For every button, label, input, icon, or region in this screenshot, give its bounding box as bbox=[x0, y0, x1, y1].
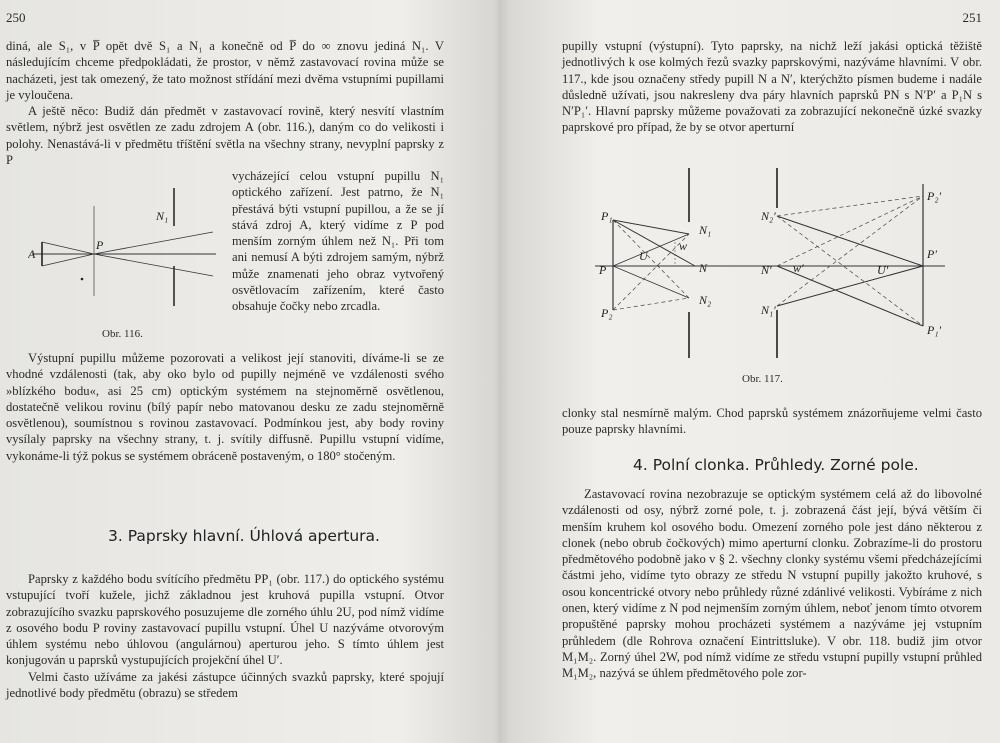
figure-116 bbox=[28, 186, 223, 311]
section-heading-3: 3. Paprsky hlavní. Úhlová apertura. bbox=[108, 527, 380, 545]
page-number-right: 251 bbox=[962, 10, 982, 25]
fig116-caption: Obr. 116. bbox=[102, 328, 143, 340]
right-paragraph-a: pupilly vstupní (výstupní). Tyto paprsky, na nichž leží jakási optická těžiště jednotlivých k ose kolmých řezů svazky paprskovými, nazýváme hlavními. V obr. 117., kde jsou označeny středy pupill N a N′, kterýchžto písmen budeme i nadále důsledně užívati, jsou nakresleny dva páry hlavních paprsků PN s N′P′ a P₁N s N′P₁′. Hlavní paprsky můžeme považovati za zobrazující nekonečně úzké svazky paprskové pro případ, že by se otvor aperturní bbox=[562, 39, 982, 135]
fig117-label-n2p: N₂′ bbox=[761, 209, 776, 223]
fig117-label-p1p: P₁′ bbox=[927, 323, 942, 337]
figure-117 bbox=[595, 162, 955, 362]
page-number-left: 250 bbox=[6, 10, 26, 25]
left-page bbox=[0, 0, 495, 743]
fig117-caption: Obr. 117. bbox=[742, 373, 783, 385]
fig117-label-up: U′ bbox=[877, 263, 889, 277]
fig117-label-n: N bbox=[699, 261, 708, 275]
fig117-label-n2: N₂ bbox=[699, 293, 712, 307]
fig117-label-wp: w′ bbox=[793, 261, 804, 275]
right-page bbox=[505, 0, 1000, 743]
fig117-label-p: P bbox=[599, 263, 607, 277]
right-paragraph-c: Zastavovací rovina nezobrazuje se optickým systémem celá až do libovolné vzdálenosti od osy, nýbrž zorné pole, t. j. zobrazená část její, bývá větším či menším kruhem kol osového bodu. Omezení zorného pole jest dáno některou z clonek (nebo obrub čočkových) mimo aperturní clonku. Zobrazíme-li do prostoru předmětového podobně jako v § 2. všechny clonky systému všemi předcházejícími částmi jeho, vidíme tyto obrazy ze středu N vstupní pupilly jakožto kruhové, s osou koncentrické otvory nebo průhledy různé zdánlivé velikosti. Vybíráme z nich onen, který vidíme z N pod nejmenším zorným úhlem, neboť jenom tímto otvorem propuštěné paprsky mohou procházeti systémem a nazýváme jej vstupním průhledem (dle Rohrova označení Eintrittsluke). V obr. 118. budiž jim otvor M₁M₂. Zorný úhel 2W, pod nímž vidíme ze středu vstupní pupilly vstupní průhled M₁M₂, nazývá se úhlem předmětového pole zor- bbox=[562, 487, 982, 681]
left-paragraph-wrap: vycházející celou vstupní pupillu N₁ optického zařízení. Jest patrno, že N₁ přestává býti vstupní pupillou, a že se jí stává zdroj A, který vidíme z P pod menším zorným úhlem než N₁. Při tom ani nemusí A býti zdrojem samým, nýbrž může znamenati jeho obraz vytvořený osvětlovacím zařízením, které často obsahuje čočky nebo zrcadla. bbox=[232, 169, 444, 314]
fig117-label-pp: P′ bbox=[927, 247, 937, 261]
fig117-label-p2p: P₂′ bbox=[927, 189, 942, 203]
section-heading-4: 4. Polní clonka. Průhledy. Zorné pole. bbox=[633, 456, 919, 474]
fig117-label-u: U bbox=[639, 249, 648, 263]
fig116-label-p: P bbox=[96, 238, 104, 252]
fig116-label-a: A bbox=[28, 247, 36, 261]
fig117-label-p2: P₂ bbox=[601, 306, 613, 320]
left-paragraph-top: diná, ale S₁, v P̅ opět dvě S₁ a N₁ a konečně od P̅ do ∞ znovu jediná N₁. V následujícím chceme předpokládati, že prostor, v němž zastavovací rovina může se nacházeti, jest tak omezený, že tato možnost střídání mezi dvěma vstupními pupillami je vyloučena. A ještě něco: Budiž dán předmět v zastavovací rovině, který nesvítí vlastním světlem, nýbrž jest osvětlen ze zadu zdrojem A (obr. 116.), daným co do velikosti i polohy. Nenastává-li v předmětu tříštění světla na všechny strany, nevyplní paprsky z P bbox=[6, 39, 444, 168]
fig117-label-w: w bbox=[679, 239, 688, 253]
right-paragraph-b: clonky stal nesmírně malým. Chod paprsků systémem znázorňujeme velmi často pouze paprsky hlavními. bbox=[562, 406, 982, 437]
fig117-label-n1p: N₁′ bbox=[761, 303, 776, 317]
fig116-label-n1: N₁ bbox=[156, 209, 169, 223]
fig117-label-n1: N₁ bbox=[699, 223, 712, 237]
fig117-label-np: N′ bbox=[761, 263, 772, 277]
left-paragraph-c: Paprsky z každého bodu svítícího předmětu PP₁ (obr. 117.) do optického systému vstupující tvoří kužele, jichž základnou jest kruhová pupilla vstupní. Otvor zobrazujícího svazku paprskového posuzujeme dle zorného úhlu 2U, pod nímž vidíme z osového bodu P roviny zastavovací pupillu vstupní. Úhel U nazýváme otvorovým úhlem systému nebo úhlovou (angulárnou) aperturou jeho. S tímto úhlem jest konjugován u paprsků vystupujících projekční úhel U′. Velmi často užíváme za jakési zástupce účinných svazků paprsky, které spojují jednotlivé body předmětu (obrazu) se středem bbox=[6, 572, 444, 701]
fig117-label-p1: P₁ bbox=[601, 209, 613, 223]
left-paragraph-b: Výstupní pupillu můžeme pozorovati a velikost její stanoviti, díváme-li se ze vhodné vzdálenosti (tak, aby oko bylo od pupilly nejméně ve vzdálenosti svého »blízkého bodu«, asi 25 cm) optickým systémem na stejnoměrně osvětlenou, dostatečně velikou rovinu (bílý papír nebo matovanou desku ze zadu stejnoměrně osvětlenou), soumístnou s rovinou zastavovací. Podmínkou jest, aby body roviny vysílaly paprsky na všechny strany, t. j. svítily diffusně. Pupillu vstupní vidíme, vykonáme-li týž pokus se systémem obráceně postaveným, o 180° stočeným. bbox=[6, 351, 444, 463]
